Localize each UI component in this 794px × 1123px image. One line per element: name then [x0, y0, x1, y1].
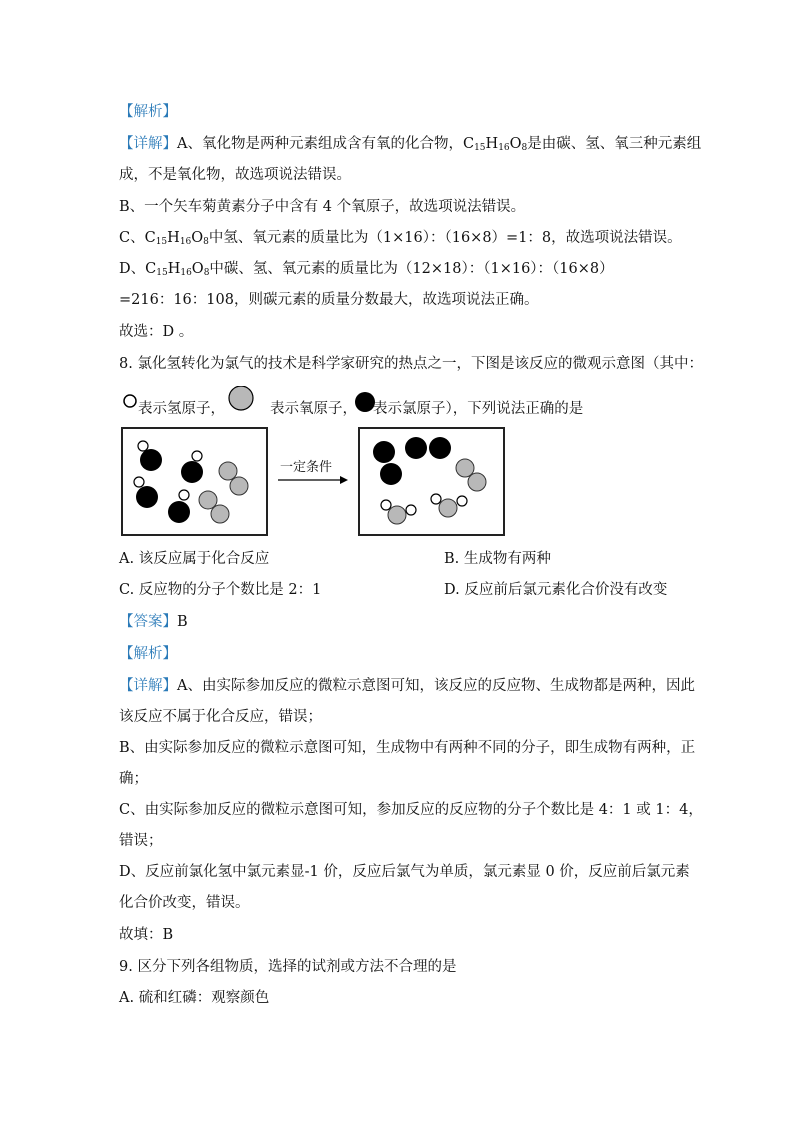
products-diagram	[360, 429, 503, 534]
cl2-molecule	[405, 437, 451, 459]
detail-line-b: B、一个矢车菊黄素分子中含有 4 个氧原子，故选项说法错误。	[119, 199, 526, 215]
hcl-molecule	[168, 490, 190, 523]
q8-detail-a1: 【详解】A、由实际参加反应的微粒示意图可知，该反应的反应物、生成物都是两种，因此	[119, 678, 695, 694]
detail-tag: 【详解】	[119, 678, 177, 694]
products-box	[358, 427, 505, 536]
q8-detail-b1: B、由实际参加反应的微粒示意图可知，生成物中有两种不同的分子，即生成物有两种，正	[119, 740, 696, 756]
q8-detail-d2: 化合价改变，错误。	[119, 895, 250, 911]
q8-detail-c1: C、由实际参加反应的微粒示意图可知，参加反应的反应物的分子个数比是 4：1 或 1：4，	[119, 802, 703, 818]
q8-option-b: B. 生成物有两种	[444, 551, 551, 567]
q8-detail-b2: 确；	[119, 771, 148, 787]
q8-option-a: A. 该反应属于化合反应	[119, 551, 270, 567]
reactants-diagram	[123, 429, 266, 534]
detail-line-a2: 成，不是氧化物，故选项说法错误。	[119, 167, 351, 183]
q9-stem: 9. 区分下列各组物质，选择的试剂或方法不合理的是	[119, 959, 457, 975]
q8-analysis-heading	[119, 644, 177, 664]
analysis-heading	[119, 102, 177, 122]
hydrogen-atom-icon	[124, 395, 136, 407]
answer-value: B	[177, 614, 188, 630]
q8-detail-d1: D、反应前氯化氢中氯元素显-1 价，反应后氯气为单质，氯元素显 0 价，反应前后氯元素	[119, 864, 690, 880]
hcl-molecule	[134, 477, 158, 508]
legend-hydrogen-label: 表示氢原子，	[138, 401, 225, 417]
h2o-molecule	[431, 494, 467, 517]
detail-line-c: C、$C_{15}H_{16}O_8$中氢、氧元素的质量比为（1×16）：（16×8）=1：8，故选项说法错误。	[119, 230, 682, 247]
q8-detail-c2: 错误；	[119, 833, 163, 849]
detail-line-a1: 【详解】A、氧化物是两种元素组成含有氧的化合物，$C_{15}H_{16}O_8$是由碳、氢、氧三种元素组	[119, 136, 702, 153]
answer-tag: 【答案】	[119, 614, 177, 630]
analysis-tag: 【解析】	[119, 104, 177, 120]
oxygen-atom-icon	[229, 386, 253, 410]
analysis-tag: 【解析】	[119, 646, 177, 662]
q8-stem: 8. 氯化氢转化为氯气的技术是科学家研究的热点之一，下图是该反应的微观示意图（其中：	[119, 356, 703, 372]
detail-line-d1: D、$C_{15}H_{16}O_8$中碳、氢、氧元素的质量比为（12×18）：（1×16）：（16×8）	[119, 261, 614, 278]
legend-oxygen-label: 表示氧原子，	[270, 401, 357, 417]
reaction-arrow-icon	[276, 474, 350, 486]
cl2-molecule	[373, 441, 402, 485]
q8-choose: 故填：B	[119, 927, 174, 943]
q8-detail-a2: 该反应不属于化合反应，错误；	[119, 709, 322, 725]
o2-molecule	[219, 462, 248, 495]
o2-molecule	[199, 491, 229, 523]
o2-molecule	[456, 459, 486, 491]
detail-line-d2: =216：16：108，则碳元素的质量分数最大，故选项说法正确。	[119, 292, 539, 308]
q9-option-a: A. 硫和红磷：观察颜色	[119, 990, 270, 1006]
detail-tag: 【详解】	[119, 136, 177, 152]
choose-line: 故选：D 。	[119, 324, 194, 340]
reaction-condition: 一定条件	[280, 460, 333, 475]
hcl-molecule	[181, 451, 203, 483]
h2o-molecule	[381, 500, 416, 524]
reactants-box	[121, 427, 268, 536]
q8-answer	[119, 612, 188, 632]
q8-option-c: C. 反应物的分子个数比是 2：1	[119, 582, 322, 598]
chlorine-atom-icon	[355, 392, 375, 412]
legend-chlorine-label: 表示氯原子），下列说法正确的是	[373, 401, 584, 417]
q8-option-d: D. 反应前后氯元素化合价没有改变	[444, 582, 668, 598]
hcl-molecule	[138, 441, 162, 471]
